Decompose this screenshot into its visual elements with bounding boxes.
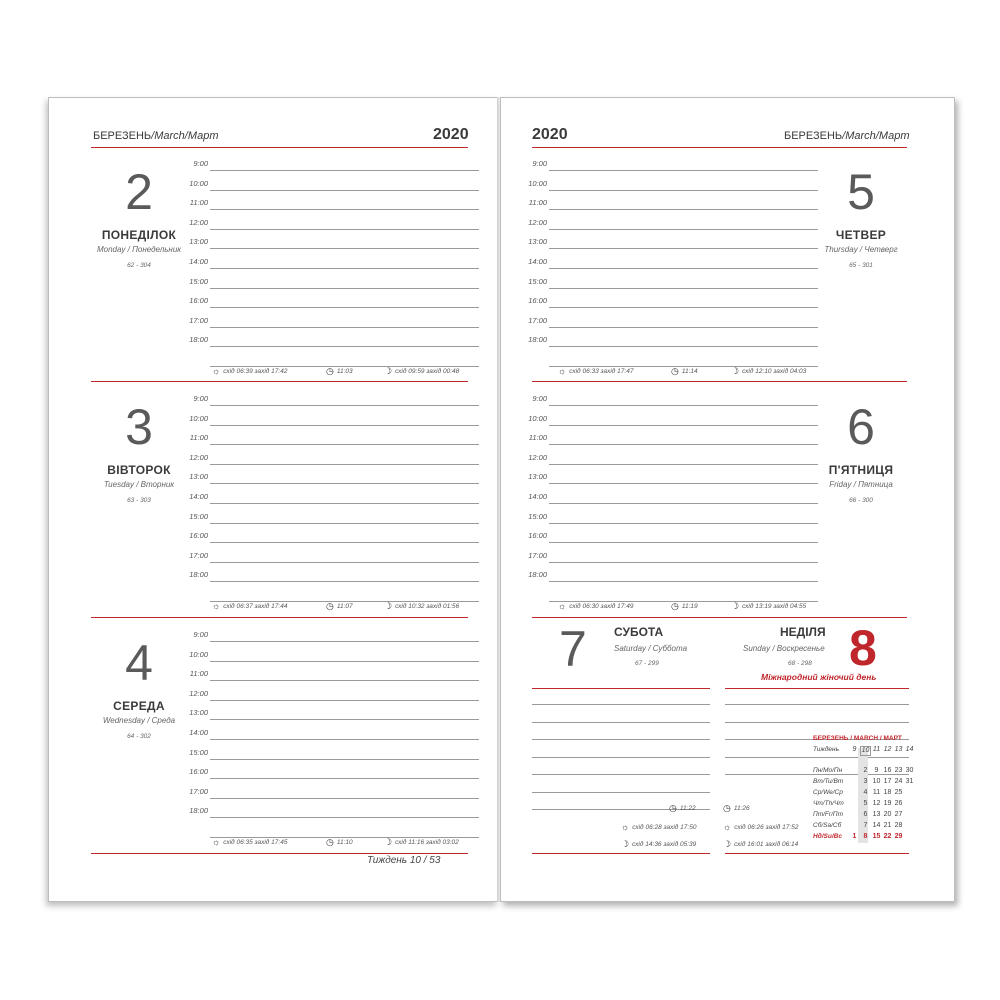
moon-icon: ☽: [621, 839, 630, 849]
hour-label: 12:00: [189, 688, 208, 698]
day-block-thursday: [501, 150, 956, 386]
calendar-day[interactable]: 27: [894, 811, 903, 818]
sun-info: ☼ схід 06:39 захід 17:42: [212, 366, 288, 376]
hour-row[interactable]: [184, 666, 479, 686]
daylength-info: ◷ 11:14: [671, 366, 698, 376]
hour-row[interactable]: [184, 215, 479, 235]
mini-calendar-row: [813, 800, 913, 811]
hour-row[interactable]: [523, 411, 818, 431]
calendar-day[interactable]: 28: [894, 822, 903, 829]
hour-row[interactable]: [184, 784, 479, 804]
calendar-day[interactable]: 23: [894, 767, 903, 774]
sunday-subtitle: Sunday / Воскресенье: [743, 644, 825, 653]
moon-info: ☽ схід 09:59 захід 00:48: [384, 366, 460, 376]
sunday-sun-info: ☼ схід 06:26 захід 17:52: [723, 822, 799, 832]
day-block-friday: [501, 385, 956, 621]
hour-label: 13:00: [528, 472, 547, 482]
hour-label: 13:00: [528, 237, 547, 247]
calendar-day[interactable]: 7: [863, 822, 868, 829]
daylength-info: ◷ 11:19: [671, 601, 698, 611]
week-number: 9: [852, 746, 857, 753]
hour-label: 17:00: [528, 550, 547, 560]
hour-row[interactable]: [523, 234, 818, 254]
calendar-day[interactable]: 6: [863, 811, 868, 818]
hour-row[interactable]: [184, 156, 479, 176]
hour-row[interactable]: [184, 764, 479, 784]
hour-label: 10:00: [528, 413, 547, 423]
calendar-day[interactable]: 18: [883, 789, 892, 796]
calendar-day[interactable]: 15: [872, 833, 881, 840]
hour-label: 17:00: [528, 315, 547, 325]
day-number: 4: [125, 635, 153, 691]
sun-info: ☼ схід 06:30 захід 17:49: [558, 601, 634, 611]
sun-icon: ☼: [212, 837, 221, 847]
hour-label: 17:00: [189, 315, 208, 325]
saturday-day-of-year: 67 - 299: [635, 660, 659, 667]
mini-calendar-row: [813, 789, 913, 800]
saturday-sun-info: ☼ схід 06:28 захід 17:50: [621, 822, 697, 832]
hour-label: 15:00: [528, 511, 547, 521]
hour-row[interactable]: [523, 567, 818, 587]
saturday-subtitle: Saturday / Суббота: [614, 644, 688, 653]
week-number: 10: [861, 747, 870, 754]
hour-row[interactable]: [523, 450, 818, 470]
writing-line[interactable]: [532, 739, 710, 740]
weekday-label: Чт/Th/Чт: [813, 800, 844, 807]
hour-row[interactable]: [184, 450, 479, 470]
sun-info: ☼ схід 06:35 захід 17:45: [212, 837, 288, 847]
year-header: 2020: [433, 126, 469, 143]
calendar-day[interactable]: 11: [872, 789, 881, 796]
hour-row[interactable]: [184, 627, 479, 647]
hour-label: 9:00: [532, 159, 547, 168]
hour-row[interactable]: [523, 215, 818, 235]
hour-label: 10:00: [189, 178, 208, 188]
hour-label: 12:00: [528, 217, 547, 227]
calendar-day[interactable]: 1: [852, 833, 857, 840]
mini-week-row: [813, 746, 913, 757]
day-of-year: 65 - 301: [849, 262, 873, 269]
hour-row[interactable]: [523, 254, 818, 274]
calendar-day[interactable]: 4: [863, 789, 868, 796]
weekday-label: Ср/We/Ср: [813, 789, 843, 796]
hour-lines: [523, 156, 818, 372]
hour-row[interactable]: [184, 176, 479, 196]
sun-icon: ☼: [558, 366, 567, 376]
week-number: 11: [872, 746, 881, 753]
hour-row[interactable]: [184, 234, 479, 254]
hour-label: 10:00: [189, 413, 208, 423]
hour-row[interactable]: [523, 313, 818, 333]
hour-row[interactable]: [184, 745, 479, 765]
sunday-day-of-year: 68 - 298: [788, 660, 812, 667]
hour-label: 18:00: [189, 570, 208, 580]
day-number: 3: [125, 399, 153, 455]
hour-label: 14:00: [189, 256, 208, 266]
hour-row[interactable]: [184, 686, 479, 706]
hour-label: 12:00: [528, 452, 547, 462]
day-of-year: 62 - 304: [127, 262, 151, 269]
hour-row[interactable]: [184, 647, 479, 667]
weekday-label: Нд/Su/Вс: [813, 833, 842, 840]
sunday-number: 8: [849, 620, 877, 676]
hour-label: 11:00: [189, 433, 208, 443]
hour-row[interactable]: [523, 430, 818, 450]
saturday-moon-info: ☽ схід 14:36 захід 05:39: [621, 839, 697, 849]
week-number: 14: [905, 746, 914, 753]
calendar-day[interactable]: 31: [905, 778, 914, 785]
hour-label: 9:00: [532, 394, 547, 403]
day-name: ЧЕТВЕР: [835, 228, 887, 242]
hour-label: 18:00: [528, 570, 547, 580]
hour-row[interactable]: [523, 489, 818, 509]
saturday-daylength: ◷ 11:22: [669, 803, 696, 813]
hour-row[interactable]: [523, 509, 818, 529]
calendar-day[interactable]: 26: [894, 800, 903, 807]
holiday-label: Міжнародний жіночий день: [761, 672, 877, 682]
hour-label: 14:00: [189, 491, 208, 501]
hour-row[interactable]: [184, 195, 479, 215]
hour-label: 12:00: [189, 452, 208, 462]
day-subtitle: Thursday / Четверг: [824, 245, 898, 254]
hour-row[interactable]: [184, 803, 479, 823]
calendar-day[interactable]: 21: [883, 822, 892, 829]
week-label: Тиждень 10 / 53: [367, 855, 441, 866]
moon-info: ☽ схід 13:19 захід 04:55: [731, 601, 807, 611]
writing-line[interactable]: [532, 757, 710, 758]
day-number: 5: [847, 164, 875, 220]
hour-label: 11:00: [189, 669, 208, 679]
day-block-tuesday: [49, 385, 499, 621]
calendar-day[interactable]: 8: [863, 833, 868, 840]
hour-row[interactable]: [184, 548, 479, 568]
hour-row[interactable]: [523, 391, 818, 411]
clock-icon: ◷: [326, 837, 334, 847]
sun-icon: ☼: [723, 822, 732, 832]
calendar-day[interactable]: 29: [894, 833, 903, 840]
writing-line[interactable]: [532, 704, 710, 705]
hour-label: 11:00: [528, 433, 547, 443]
sun-icon: ☼: [558, 601, 567, 611]
calendar-day[interactable]: 13: [872, 811, 881, 818]
day-of-year: 63 - 303: [127, 497, 151, 504]
moon-info: ☽ схід 12:10 захід 04:03: [731, 366, 807, 376]
weekday-label: Пт/Fr/Пт: [813, 811, 843, 818]
hour-label: 16:00: [189, 767, 208, 777]
hour-row[interactable]: [523, 528, 818, 548]
hour-label: 9:00: [193, 159, 208, 168]
hour-label: 9:00: [193, 630, 208, 639]
hour-label: 14:00: [528, 256, 547, 266]
writing-line[interactable]: [532, 774, 710, 775]
moon-icon: ☽: [384, 601, 393, 611]
sun-icon: ☼: [212, 601, 221, 611]
day-subtitle: Wednesday / Среда: [102, 716, 176, 725]
hour-lines: [184, 627, 479, 843]
hour-row[interactable]: [184, 567, 479, 587]
weekday-label: Вт/Tu/Вт: [813, 778, 844, 785]
day-number: 6: [847, 399, 875, 455]
hour-label: 9:00: [193, 394, 208, 403]
calendar-day[interactable]: 20: [883, 811, 892, 818]
calendar-day[interactable]: 9: [874, 767, 879, 774]
hour-row[interactable]: [184, 274, 479, 294]
sunday-name: НЕДІЛЯ: [780, 625, 826, 639]
moon-icon: ☽: [731, 601, 740, 611]
week-label: Тиждень: [813, 746, 840, 753]
clock-icon: ◷: [671, 366, 679, 376]
hour-row[interactable]: [523, 469, 818, 489]
hour-row[interactable]: [523, 176, 818, 196]
moon-icon: ☽: [384, 366, 393, 376]
saturday-name: СУБОТА: [614, 625, 664, 639]
daylength-info: ◷ 11:10: [326, 837, 353, 847]
calendar-day[interactable]: 30: [905, 767, 914, 774]
hour-row[interactable]: [184, 528, 479, 548]
writing-line[interactable]: [532, 792, 710, 793]
mini-calendar-row: [813, 767, 913, 778]
hour-label: 11:00: [189, 198, 208, 208]
hour-row[interactable]: [523, 293, 818, 313]
hour-label: 16:00: [528, 531, 547, 541]
calendar-day[interactable]: 2: [863, 767, 868, 774]
clock-icon: ◷: [326, 366, 334, 376]
daylength-info: ◷ 11:07: [326, 601, 353, 611]
year-header: 2020: [532, 126, 568, 143]
hour-label: 15:00: [189, 747, 208, 757]
hour-label: 16:00: [189, 531, 208, 541]
hour-label: 10:00: [528, 178, 547, 188]
clock-icon: ◷: [669, 803, 677, 813]
hour-row[interactable]: [523, 156, 818, 176]
hour-label: 17:00: [189, 786, 208, 796]
day-block-wednesday: [49, 621, 499, 857]
hour-row[interactable]: [184, 489, 479, 509]
saturday-number: 7: [559, 621, 587, 677]
calendar-day[interactable]: 12: [872, 800, 881, 807]
clock-icon: ◷: [326, 601, 334, 611]
mini-calendar-row: [813, 822, 913, 833]
moon-info: ☽ схід 10:32 захід 01:56: [384, 601, 460, 611]
calendar-day[interactable]: 22: [883, 833, 892, 840]
daylength-info: ◷ 11:03: [326, 366, 353, 376]
hour-row[interactable]: [184, 332, 479, 352]
day-of-year: 66 - 300: [849, 497, 873, 504]
calendar-day[interactable]: 10: [872, 778, 881, 785]
day-name: П'ЯТНИЦЯ: [828, 463, 894, 477]
hour-row[interactable]: [523, 332, 818, 352]
day-subtitle: Friday / Пятница: [829, 480, 893, 489]
hour-label: 10:00: [189, 649, 208, 659]
moon-info: ☽ схід 11:16 захід 03:02: [384, 837, 459, 847]
hour-row[interactable]: [184, 430, 479, 450]
calendar-day[interactable]: 14: [872, 822, 881, 829]
hour-label: 18:00: [189, 335, 208, 345]
hour-lines: [523, 391, 818, 607]
hour-row[interactable]: [184, 509, 479, 529]
calendar-day[interactable]: 5: [863, 800, 868, 807]
calendar-day[interactable]: 17: [883, 778, 892, 785]
clock-icon: ◷: [671, 601, 679, 611]
hour-row[interactable]: [184, 254, 479, 274]
moon-icon: ☽: [731, 366, 740, 376]
sunday-daylength: ◷ 11:26: [723, 803, 750, 813]
hour-label: 11:00: [528, 198, 547, 208]
mini-calendar-row: [813, 833, 913, 844]
hour-label: 17:00: [189, 550, 208, 560]
weekday-label: Сб/Sa/Сб: [813, 822, 842, 829]
hour-label: 16:00: [189, 296, 208, 306]
mini-calendar-row: [813, 778, 913, 789]
sun-info: ☼ схід 06:37 захід 17:44: [212, 601, 288, 611]
mini-calendar-title: БЕРЕЗЕНЬ / MARCH / МАРТ: [813, 735, 902, 742]
calendar-day[interactable]: 16: [883, 767, 892, 774]
writing-line[interactable]: [532, 722, 710, 723]
hour-label: 14:00: [528, 491, 547, 501]
moon-icon: ☽: [384, 837, 393, 847]
week-number: 13: [894, 746, 903, 753]
hour-lines: [184, 156, 479, 372]
month-header: БЕРЕЗЕНЬ/March/Март: [784, 130, 910, 142]
hour-row[interactable]: [184, 469, 479, 489]
hour-row[interactable]: [184, 411, 479, 431]
day-name: ПОНЕДІЛОК: [101, 228, 177, 242]
hour-label: 15:00: [189, 511, 208, 521]
sun-icon: ☼: [212, 366, 221, 376]
hour-label: 15:00: [528, 276, 547, 286]
day-subtitle: Monday / Понедельник: [96, 245, 182, 254]
left-page: [48, 97, 498, 902]
hour-row[interactable]: [523, 195, 818, 215]
hour-label: 18:00: [528, 335, 547, 345]
day-of-year: 64 - 302: [127, 733, 151, 740]
sunday-moon-info: ☽ схід 16:01 захід 06:14: [723, 839, 799, 849]
month-header: БЕРЕЗЕНЬ/March/Март: [93, 130, 219, 142]
sun-icon: ☼: [621, 822, 630, 832]
day-block-monday: [49, 150, 499, 386]
hour-label: 13:00: [189, 472, 208, 482]
right-page: [500, 97, 955, 902]
day-name: СЕРЕДА: [113, 699, 165, 713]
writing-line[interactable]: [725, 704, 909, 705]
hour-row[interactable]: [184, 293, 479, 313]
hour-row[interactable]: [184, 313, 479, 333]
calendar-day[interactable]: 24: [894, 778, 903, 785]
hour-label: 13:00: [189, 708, 208, 718]
sun-info: ☼ схід 06:33 захід 17:47: [558, 366, 634, 376]
day-number: 2: [125, 164, 153, 220]
hour-label: 13:00: [189, 237, 208, 247]
hour-lines: [184, 391, 479, 607]
moon-icon: ☽: [723, 839, 732, 849]
hour-label: 12:00: [189, 217, 208, 227]
calendar-day[interactable]: 3: [863, 778, 868, 785]
hour-label: 18:00: [189, 806, 208, 816]
hour-label: 14:00: [189, 727, 208, 737]
clock-icon: ◷: [723, 803, 731, 813]
mini-calendar-row: [813, 811, 913, 822]
day-name: ВІВТОРОК: [107, 463, 171, 477]
week-number: 12: [883, 746, 892, 753]
weekday-label: Пн/Мо/Пн: [813, 767, 843, 774]
mini-calendar: [813, 735, 913, 844]
hour-row[interactable]: [184, 391, 479, 411]
hour-row[interactable]: [184, 705, 479, 725]
day-subtitle: Tuesday / Вторник: [103, 480, 175, 489]
hour-label: 16:00: [528, 296, 547, 306]
hour-row[interactable]: [523, 548, 818, 568]
writing-line[interactable]: [725, 722, 909, 723]
calendar-day[interactable]: 25: [894, 789, 903, 796]
hour-label: 15:00: [189, 276, 208, 286]
calendar-day[interactable]: 19: [883, 800, 892, 807]
hour-row[interactable]: [523, 274, 818, 294]
hour-row[interactable]: [184, 725, 479, 745]
